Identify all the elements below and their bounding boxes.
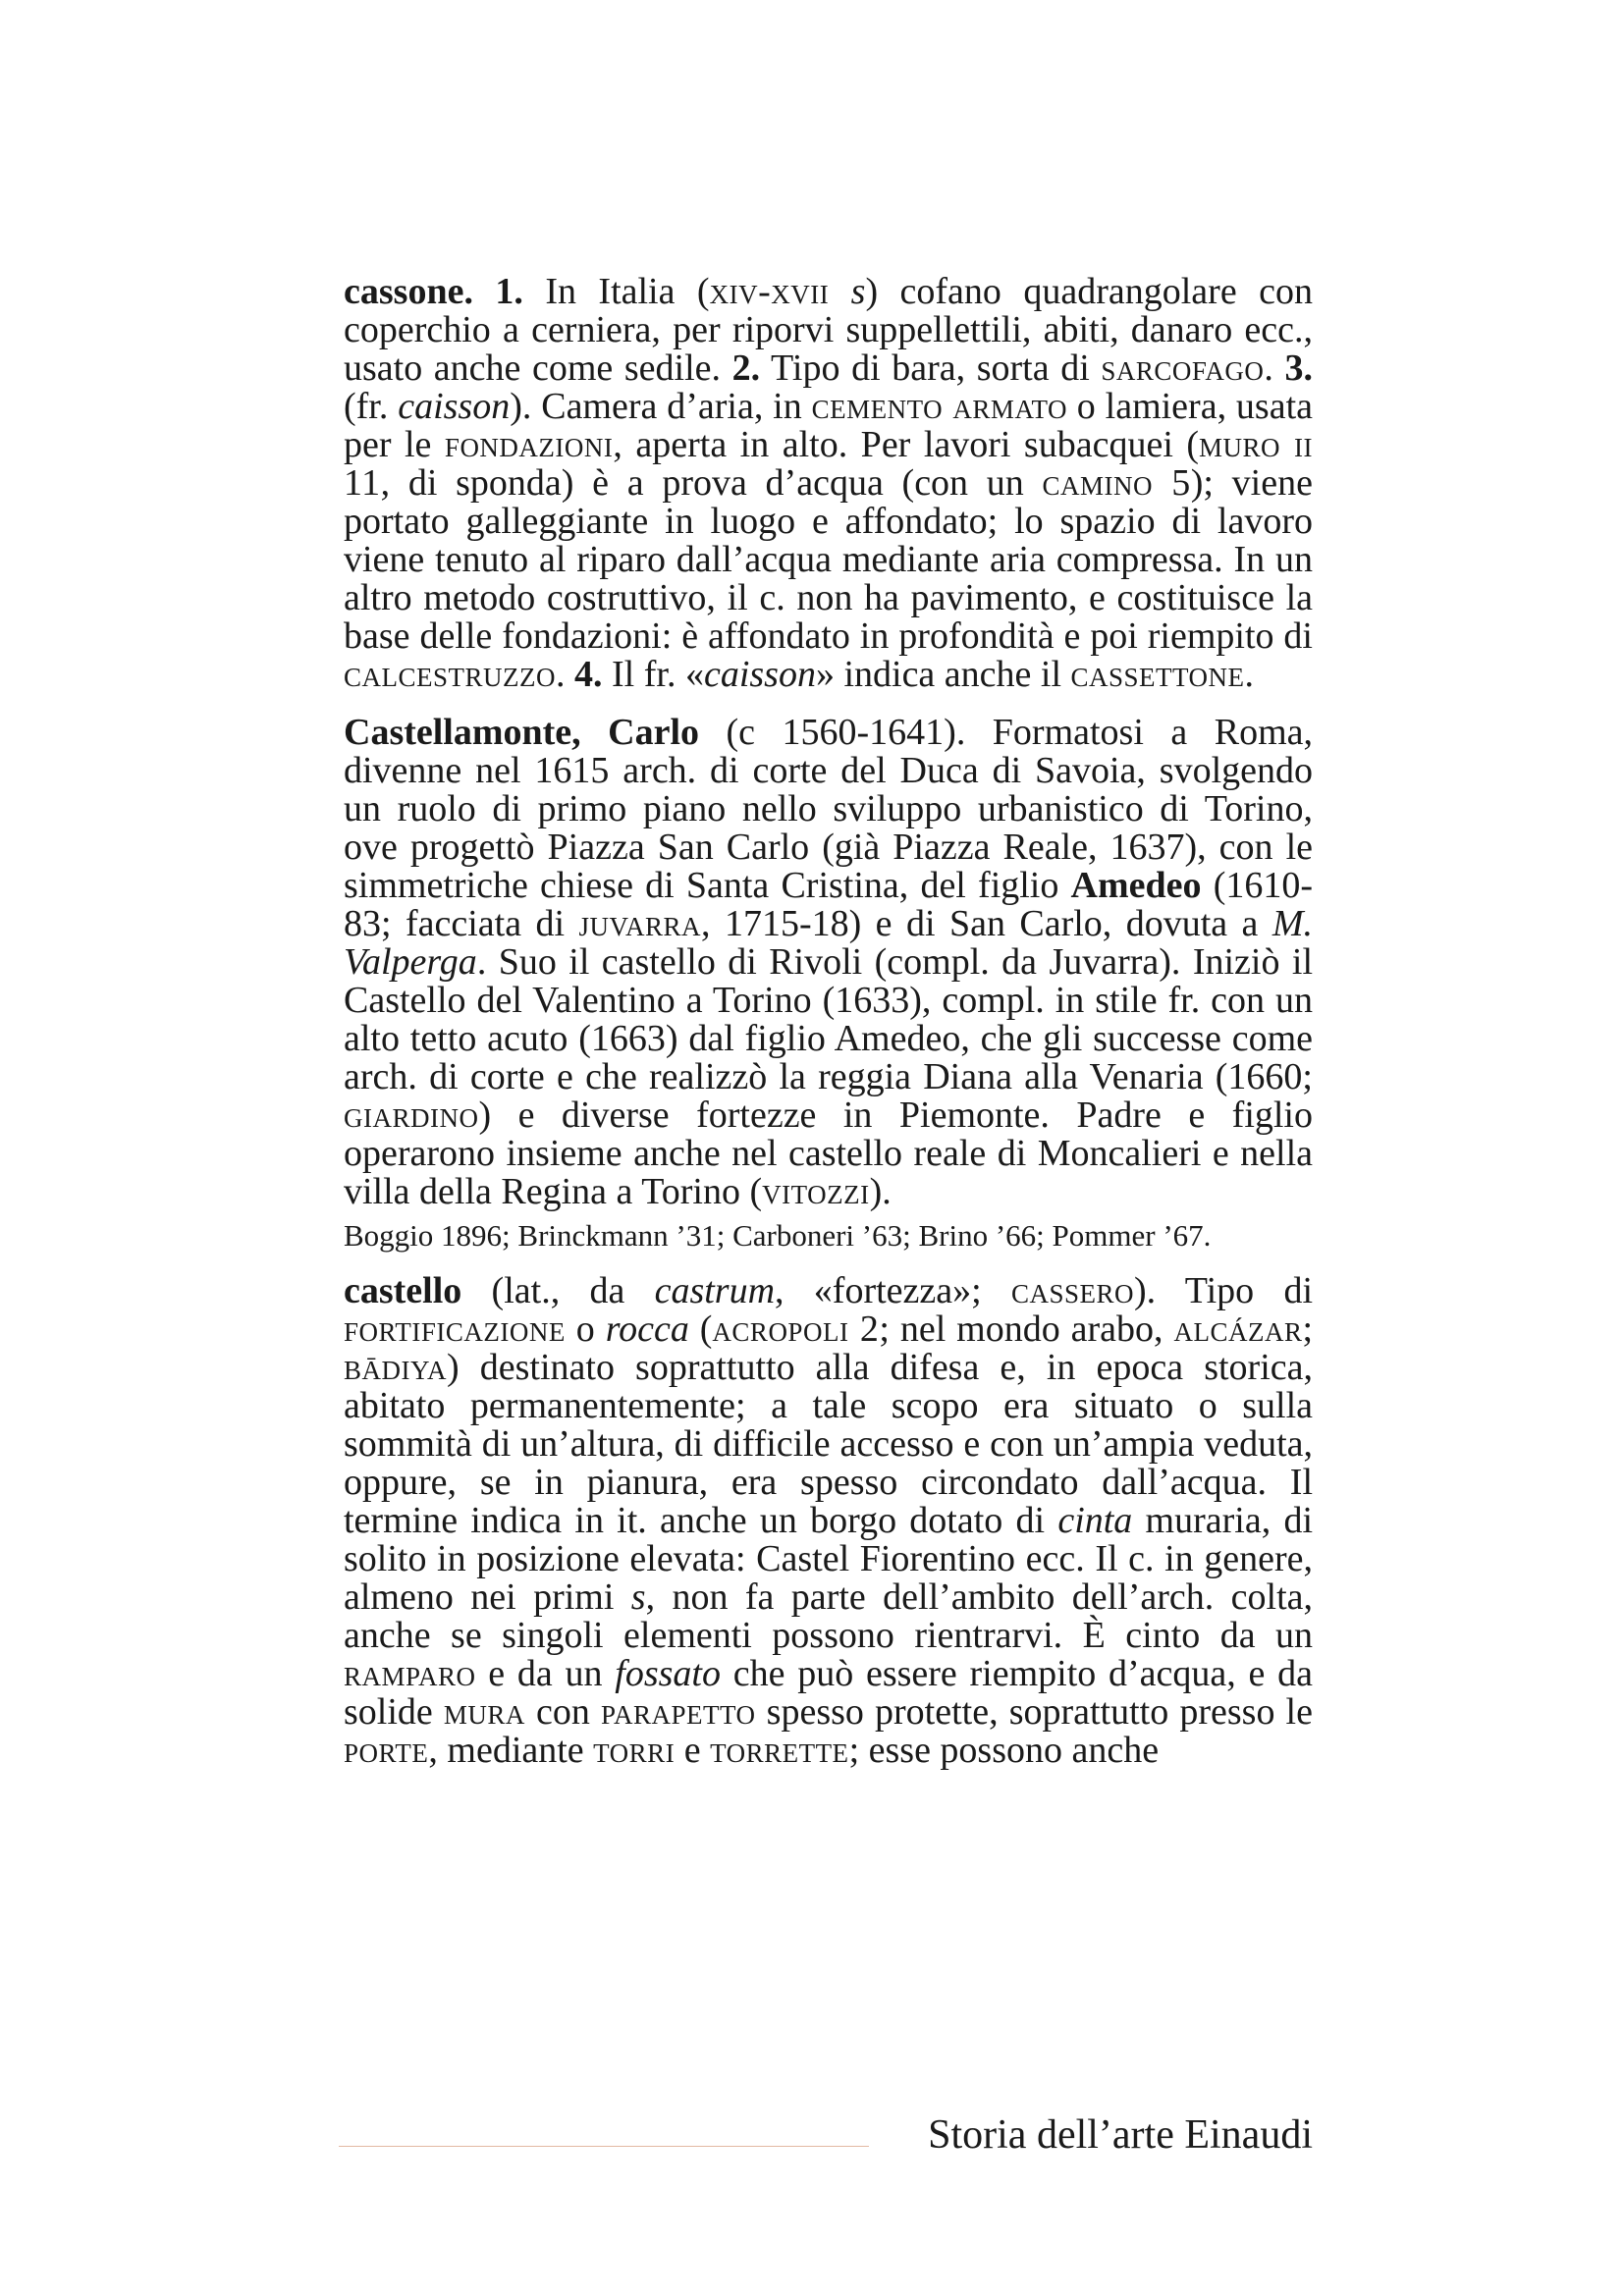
cross-reference: vitozzi <box>762 1171 870 1212</box>
cross-reference: torri <box>593 1730 676 1771</box>
cross-reference: torrette <box>710 1730 849 1771</box>
footer-publication-title: Storia dell’arte Einaudi <box>928 2112 1313 2158</box>
cross-reference: muro ii 11 <box>344 424 1313 504</box>
dictionary-text-column <box>344 273 1313 1789</box>
cross-reference: cassero <box>1010 1270 1135 1311</box>
cross-reference: cemento armato <box>811 386 1067 427</box>
cross-reference: acropoli 2 <box>712 1308 880 1350</box>
cross-reference: camino 5 <box>1042 462 1191 504</box>
entry-castello: castello (lat., da castrum, «fortezza»; cassero). Tipo di fortificazione o rocca (acropoli 2; nel mondo arabo, alcázar; bādiya) destinato soprattutto alla difesa e, in epoca storica, abitato permanentemente; a tale scopo era situato o sulla sommità di un’altura, di difficile accesso e con un’ampia veduta, oppure, se in pianura, era spesso circondato dall’acqua. Il termine indica in it. anche un borgo dotato di cinta muraria, di solito in posizione elevata: Castel Fiorentino ecc. Il c. in genere, almeno nei primi s, non fa parte dell’ambito dell’arch. colta, anche se singoli elementi possono rientrarvi. È cinto da un ramparo e da un fossato che può essere riempito d’acqua, e da solide mura con parapetto spesso protette, soprattutto presso le porte, mediante torri e torrette; esse possono anche <box>344 1270 1314 1771</box>
cross-reference: giardino <box>344 1095 479 1136</box>
entry-cassone: cassone. 1. In Italia (xiv-xvii s) cofano quadrangolare con coperchio a cerniera, per riporvi suppellettili, abiti, danaro ecc., usato anche come sedile. 2. Tipo di bara, sorta di sarcofago. 3. (fr. caisson). Camera d’aria, in cemento armato o lamiera, usata per le fondazioni, aperta in alto. Per lavori subacquei (muro ii 11, di sponda) è a prova d’acqua (con un camino 5); viene portato galleggiante in luogo e affondato; lo spazio di lavoro viene tenuto al riparo dall’acqua mediante aria compressa. In un altro metodo costruttivo, il c. non ha pavimento, e costituisce la base delle fondazioni: è affondato in profondità e poi riempito di calcestruzzo. 4. Il fr. «caisson» indica anche il cassettone. <box>344 271 1314 695</box>
entry-castellamonte: Castellamonte, Carlo (c 1560-1641). Formatosi a Roma, divenne nel 1615 arch. di corte del Duca di Savoia, svolgendo un ruolo di primo piano nello sviluppo urbanistico di Torino, ove progettò Piazza San Carlo (già Piazza Reale, 1637), con le simmetriche chiese di Santa Cristina, del figlio Amedeo (1610-83; facciata di juvarra, 1715-18) e di San Carlo, dovuta a M. Valperga. Suo il castello di Rivoli (compl. da Juvarra). Iniziò il Castello del Valentino a Torino (1633), compl. in stile fr. con un alto tetto acuto (1663) dal figlio Amedeo, che gli successe come arch. di corte e che realizzò la reggia Diana alla Venaria (1660; giardino) e diverse fortezze in Piemonte. Padre e figlio operarono insieme anche nel castello reale di Moncalieri e nella villa della Regina a Torino (vitozzi). <box>344 712 1313 1212</box>
cross-reference: alcázar <box>1173 1308 1303 1350</box>
cross-reference: juvarra <box>578 903 702 944</box>
cross-reference: porte <box>344 1730 429 1771</box>
cross-reference: fortificazione <box>344 1308 566 1350</box>
cross-reference: sarcofago <box>1101 347 1265 389</box>
bibliography-references: Boggio 1896; Brinckmann ’31; Carboneri ’63; Brino ’66; Pommer ’67. <box>344 1218 1212 1253</box>
cross-reference: cassettone <box>1070 654 1245 695</box>
cross-reference: fondazioni <box>444 424 614 465</box>
cross-reference: calcestruzzo <box>344 654 557 695</box>
footer-divider <box>339 2146 869 2147</box>
cross-reference: mura <box>443 1691 525 1733</box>
cross-reference: bādiya <box>344 1347 448 1388</box>
cross-reference: ramparo <box>344 1653 476 1694</box>
entry-headword: castello <box>344 1270 462 1311</box>
entry-headword: cassone. <box>344 271 473 312</box>
cross-reference: parapetto <box>601 1691 756 1733</box>
entry-headword: Castellamonte, Carlo <box>344 712 700 753</box>
